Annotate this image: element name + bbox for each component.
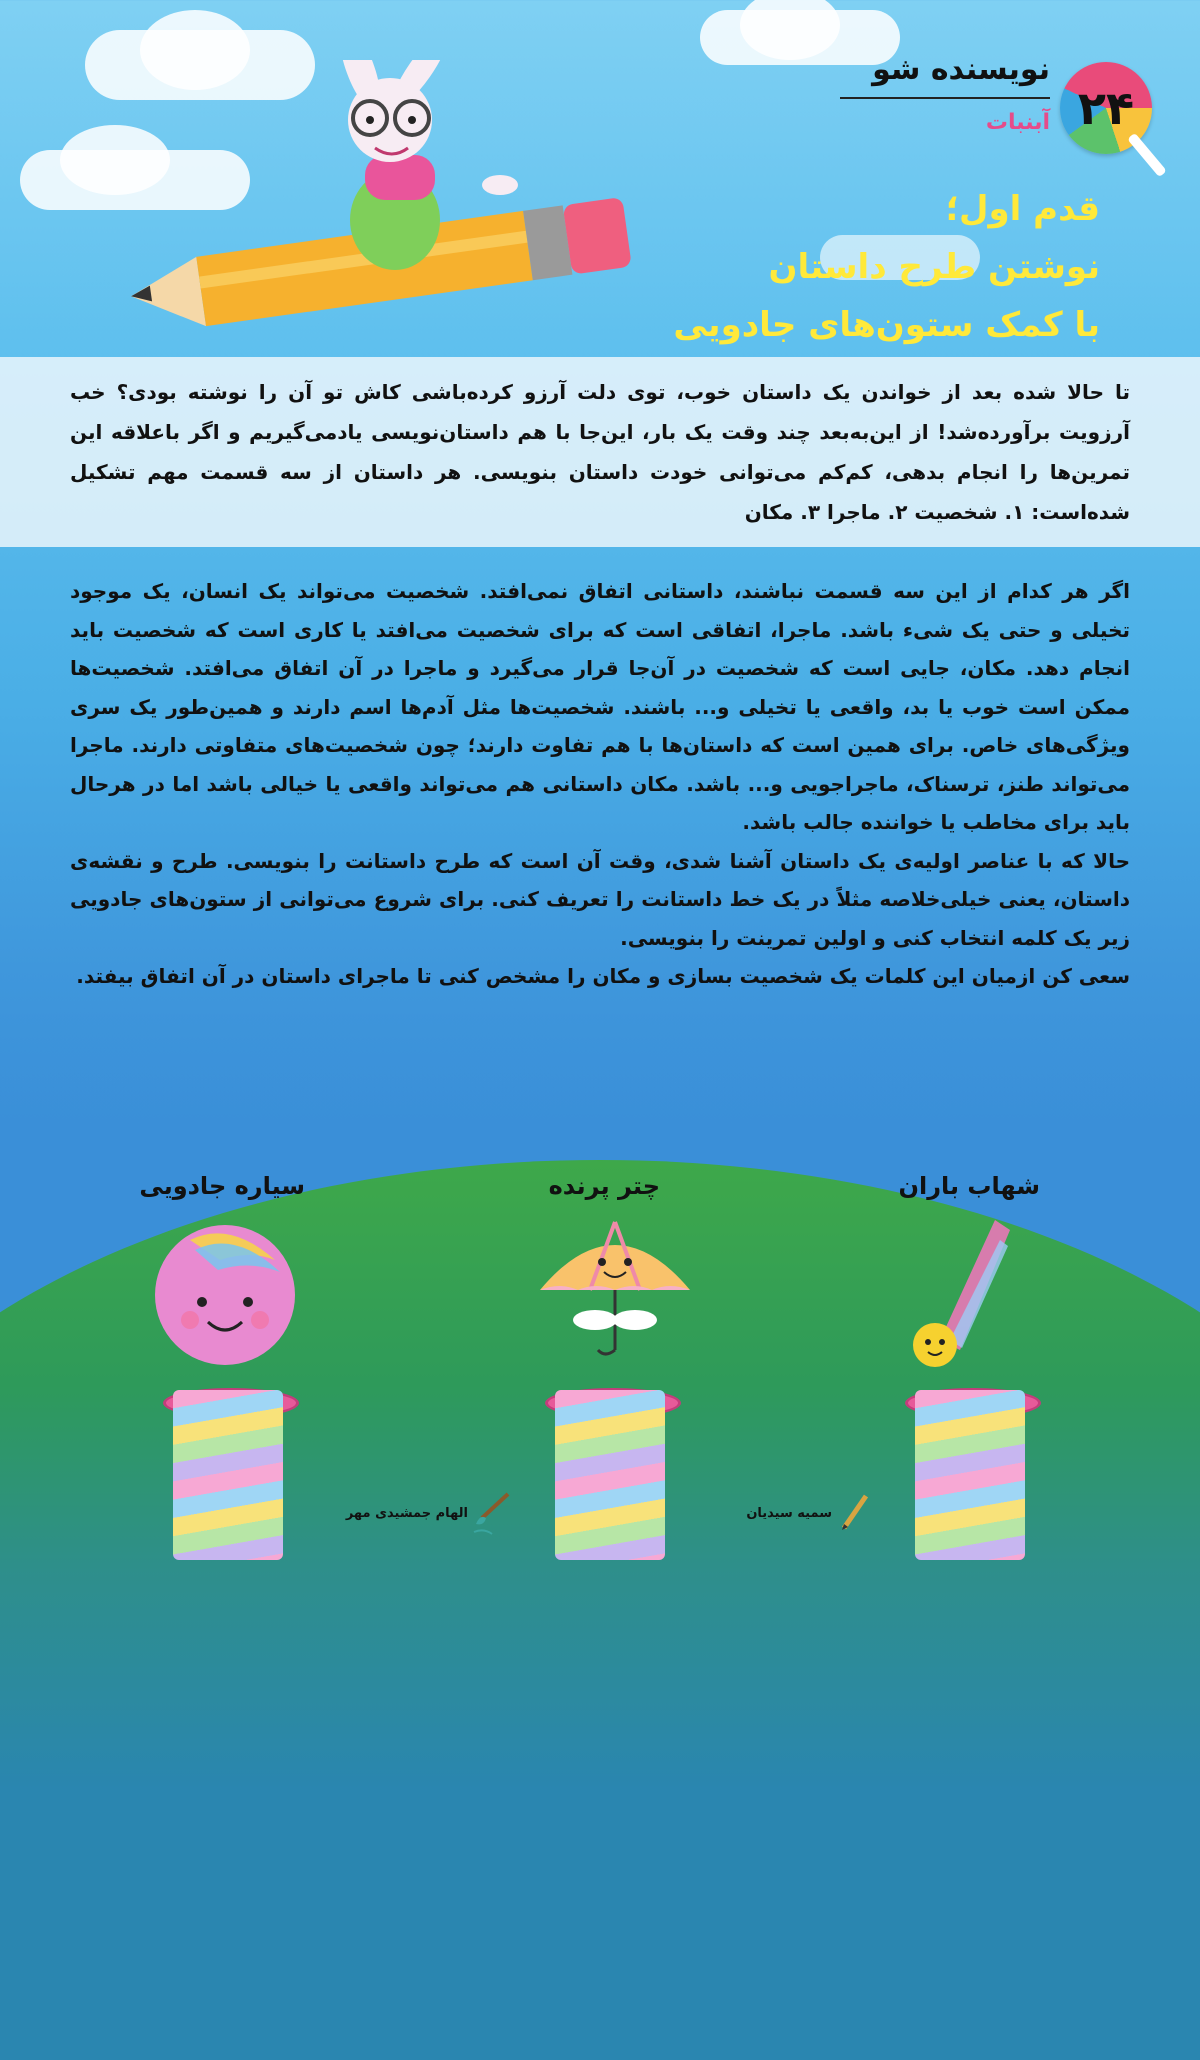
shooting-star-icon (900, 1200, 1020, 1370)
section-title: نویسنده شو (872, 52, 1050, 87)
flying-umbrella-icon (530, 1210, 700, 1370)
magic-planet-icon (150, 1210, 300, 1370)
body-paragraph-1: اگر هر کدام از این سه قسمت نباشند، داستانی اتفاق نمی‌افتد. شخصیت می‌تواند یک انسان، یک موجود تخیلی و حتی یک شیء باشد. ماجرا، اتفاقی است که برای شخصیت می‌افتد یا کاری است که شخصیت باید انجام دهد. مکان، جایی است که شخصیت در آن‌جا قرار می‌گیرد و ماجرا در آن اتفاق می‌افتد. شخصیت‌ها ممکن است خوب یا بد، واقعی یا تخیلی و... باشند. شخصیت‌ها مثل آدم‌ها اسم دارند و همین‌طور یک سری ویژگی‌های خاص. برای همین است که داستان‌ها با هم تفاوت دارند؛ چون شخصیت‌های متفاوتی دارند. ماجرا می‌تواند طنز، ترسناک، ماجراجویی و... باشد. مکان داستانی هم می‌تواند واقعی یا خیالی باشد اما در هرحال باید برای مخاطب یا خواننده جالب باشد. (70, 579, 1130, 834)
paintbrush-icon (470, 1488, 520, 1538)
title-line-2: نوشتن طرح داستان (768, 247, 1100, 287)
title-line-3: با کمک ستون‌های جادویی (673, 305, 1100, 345)
title-line-1: قدم اول؛ (945, 189, 1100, 229)
body-paragraph-2: حالا که با عناصر اولیه‌ی یک داستان آشنا شدی، وقت آن است که طرح داستانت را بنویسی. طرح و نقشه‌ی داستان، یعنی خیلی‌خلاصه مثلاً در یک خط داستانت را تعریف کنی. برای شروع می‌توانی از ستون‌های جادویی زیر یک کلمه انتخاب کنی و اولین تمرینت را بنویسی. (70, 848, 1130, 950)
column-label-magic-planet: سیاره جادویی (139, 1172, 305, 1200)
writer-credit: سمیه سیدیان (746, 1506, 832, 1521)
body-text (70, 572, 1130, 996)
page-number: ۲۴ (1077, 81, 1135, 135)
body-paragraph-3: سعی کن ازمیان این کلمات یک شخصیت بسازی و مکان را مشخص کنی تا ماجرای داستان در آن اتفاق بیفتد. (76, 964, 1130, 988)
header-divider (840, 97, 1050, 99)
illustrator-credit: الهام جمشیدی مهر (345, 1506, 468, 1521)
magic-pillar-magic-planet (173, 1390, 283, 1560)
magic-pillar-shooting-star (915, 1390, 1025, 1560)
article-title (673, 180, 1100, 354)
magic-pillar-flying-umbrella (555, 1390, 665, 1560)
intro-paragraph: تا حالا شده بعد از خواندن یک داستان خوب، توی دلت آرزو کرده‌باشی کاش تو آن را نوشته بودی؟ خب آرزویت برآورده‌شد! از این‌به‌بعد چند وقت یک بار، این‌جا با هم داستان‌نویسی یادمی‌گیریم و اگر باعلاقه این تمرین‌ها را انجام بدهی، کم‌کم می‌توانی خودت داستان بنویسی. هر داستان از سه قسمت مهم تشکیل شده‌است: ۱. شخصیت ۲. ماجرا ۳. مکان (70, 380, 1130, 524)
brand-logo: آبنبات (985, 110, 1050, 135)
rabbit-on-pencil-illustration (120, 60, 660, 350)
pencil-icon (840, 1492, 870, 1532)
column-label-flying-umbrella: چتر پرنده (548, 1172, 660, 1200)
column-label-shooting-star: شهاب باران (898, 1172, 1040, 1200)
